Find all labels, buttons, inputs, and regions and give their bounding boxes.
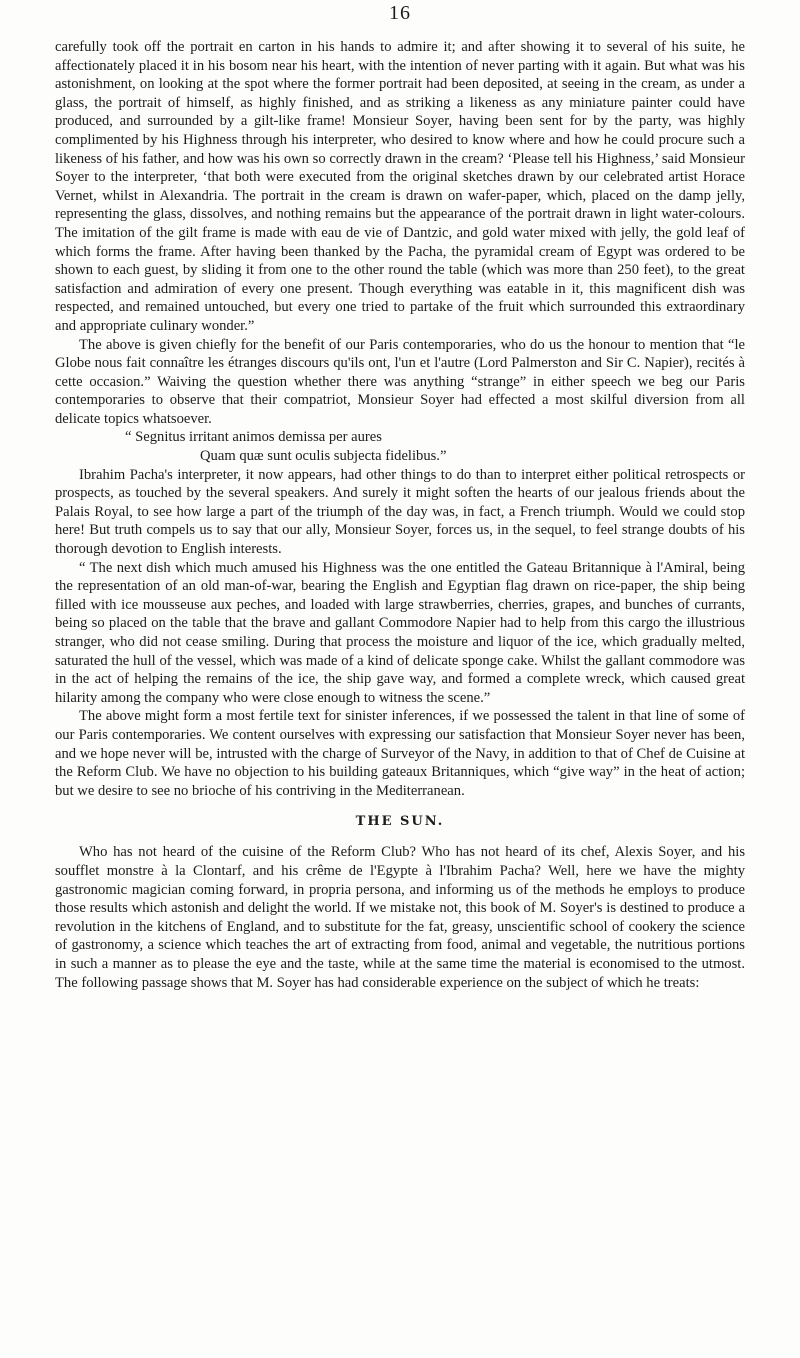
page-number: 16 xyxy=(389,2,411,24)
paragraph-gateau-britannique: “ The next dish which much amused his Highness was the one entitled the Gateau Britannique à l'Amiral, being the representation of an old man-of-war, bearing the English and Egyptian flag drawn on rice-paper, the ship being filled with ice mousseuse aux peches, and loaded with large strawberries, cherries, grapes, and bunches of currants, being so placed on the table that the brave and gallant Commodore Napier had to help from this cargo the illustrious stranger, who did not cease smiling. During that process the moisture and liquor of the ice, which gradually melted, saturated the hull of the vessel, which was made of a kind of delicate sponge cake. Whilst the gallant commodore was in the act of helping the remains of the ice, the ship gave way, and formed a complete wreck, which caused great hilarity among the company who were close enough to witness the scene.” xyxy=(55,559,745,706)
latin-quote xyxy=(55,428,745,465)
latin-quote-line-2: Quam quæ sunt oculis subjecta fidelibus.” xyxy=(200,448,447,465)
paragraph-paris-contemporaries: The above is given chiefly for the benefit of our Paris contemporaries, who do us the honour to mention that “le Globe nous fait connaître les étranges discours qu'ils ont, l'un et l'autre (Lord Palmerston and Sir C. Napier), recités à cette occasion.” Waiving the question whether there was anything “strange” in either speech we beg our Paris contemporaries to observe that their compatriot, Monsieur Soyer had effected a most skilful diversion from all delicate topics whatsoever. xyxy=(55,336,745,427)
latin-quote-line-1: “ Segnitus irritant animos demissa per aures xyxy=(125,429,382,446)
text-column xyxy=(55,38,745,992)
paragraph-sinister-inferences: The above might form a most fertile text for sinister inferences, if we possessed the talent in that line of some of our Paris contemporaries. We content ourselves with expressing our satisfaction that Monsieur Soyer never has been, and we hope never will be, intrusted with the charge of Surveyor of the Navy, in addition to that of Chef de Cuisine at the Reform Club. We have no objection to his building gateaux Britanniques, which “give way” in the heat of action; but we desire to see no brioche of his contriving in the Mediterranean. xyxy=(55,708,745,799)
paragraph-reform-club: Who has not heard of the cuisine of the Reform Club? Who has not heard of its chef, Alexis Soyer, and his soufflet monstre à la Clontarf, and his crême de l'Egypte à l'Ibrahim Pacha? Well, here we have the mighty gastronomic magician coming forward, in propria persona, and informing us of the methods he employs to produce those results which astonish and delight the world. If we mistake not, this book of M. Soyer's is destined to produce a revolution in the kitchens of England, and to substitute for the fat, greasy, unscientific school of cookery the science of gastronomy, a science which teaches the art of extracting from food, animal and vegetable, the nutritious portions in such a manner as to please the eye and the taste, while at the same time the material is economised to the utmost. The following passage shows that M. Soyer has had considerable experience on the subject of which he treats: xyxy=(55,844,745,991)
paragraph-portrait-account: carefully took off the portrait en carton in his hands to admire it; and after showing it to several of his suite, he affectionately placed it in his bosom near his heart, with the intention of never parting with it again. But what was his astonishment, on looking at the spot where the former portrait had been deposited, at seeing in the cream, as under a glass, the portrait of himself, as highly finished, and as striking a likeness as any miniature painter could have produced, and surrounded by a gilt-like frame! Monsieur Soyer, having been sent for by the party, was highly complimented by his Highness through his interpreter, who desired to know where and how he could procure such a likeness of his father, and how was his own so correctly drawn in the cream? ‘Please tell his Highness,’ said Monsieur Soyer to the interpreter, ‘that both were executed from the original sketches drawn by our celebrated artist Horace Vernet, whilst in Alexandria. The portrait in the cream is drawn on wafer-paper, which, placed on the damp jelly, representing the glass, dissolves, and nothing remains but the appearance of the portrait drawn in light water-colours. The imitation of the gilt frame is made with eau de vie of Dantzic, and gold water mixed with jelly, the gold leaf of which forms the frame. After having been thanked by the Pacha, the pyramidal cream of Egypt was ordered to be shown to each guest, by sliding it from one to the other round the table (which was more than 250 feet), to the great satisfaction and admiration of every one present. Though everything was eatable in it, this magnificent dish was respected, and remained untouched, but every one tried to partake of the fruit which surrounded this extraordinary and appropriate culinary wonder.” xyxy=(55,39,745,334)
section-the-sun xyxy=(55,843,745,992)
paragraph-interpreter: Ibrahim Pacha's interpreter, it now appears, had other things to do than to interpret either political retrospects or prospects, as touched by the several speakers. And surely it might soften the hearts of our jealous friends about the Palais Royal, to see how large a part of the triumph of the day was, in fact, a French triumph. Would we could stop here! But truth compels us to say that our ally, Monsieur Soyer, forces us, in the sequel, to feel strange doubts of his thorough devotion to English interests. xyxy=(55,466,745,558)
section-heading-the-sun: THE SUN. xyxy=(355,814,445,830)
